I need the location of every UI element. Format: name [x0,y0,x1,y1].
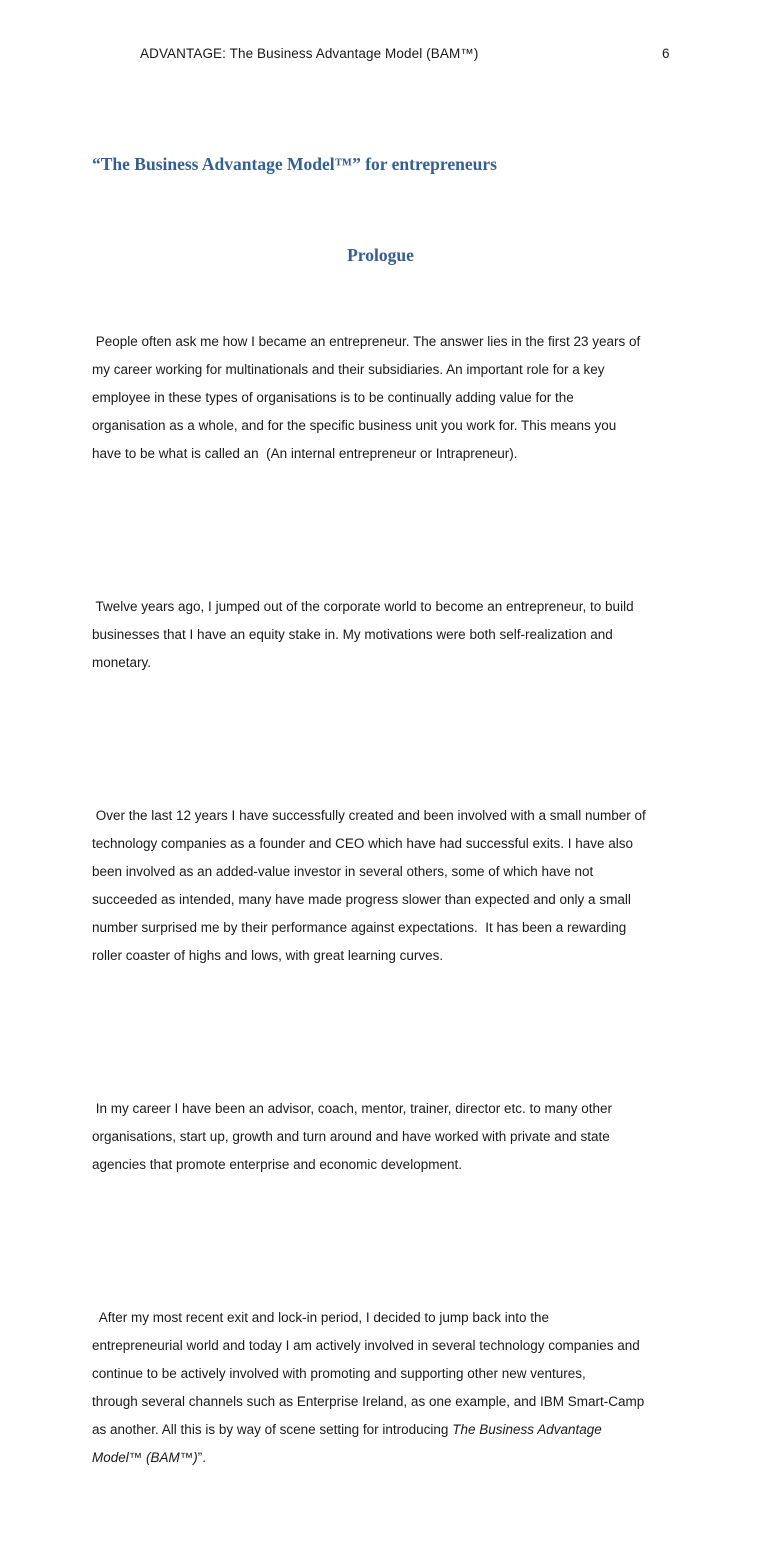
paragraph-line: monetary. [92,655,152,670]
paragraph-line: number surprised me by their performance against expectations. It has been a rewarding [92,920,627,935]
paragraph-1 [92,272,672,524]
paragraph-line: In my career I have been an advisor, coach, mentor, trainer, director etc. to many other [92,1101,613,1116]
paragraph-line: organisations, start up, growth and turn around and have worked with private and state [92,1129,610,1144]
section-heading-prologue: Prologue [347,245,414,265]
paragraph-2 [92,537,672,733]
paragraph-text: ”. [197,1450,207,1465]
paragraph-line: succeeded as intended, many have made progress slower than expected and only a small [92,892,631,907]
paragraph-3 [92,746,672,1026]
running-header-title: ADVANTAGE: The Business Advantage Model (BAM™) [140,46,479,61]
paragraph-line: organisation as a whole, and for the specific business unit you work for. This means you [92,418,617,433]
paragraph-line: have to be what is called an (An internal entrepreneur or Intrapreneur). [92,446,518,461]
body-text [92,272,672,1541]
paragraph-line: agencies that promote enterprise and economic development. [92,1157,462,1172]
paragraph-text: as another. All this is by way of scene setting for introducing [92,1422,453,1437]
paragraph-line: employee in these types of organisations is to be continually adding value for the [92,390,574,405]
paragraph-line: my career working for multinationals and their subsidiaries. An important role for a key [92,362,605,377]
paragraph-line [92,1416,672,1444]
paragraph-line: been involved as an added-value investor in several others, some of which have not [92,864,594,879]
paragraph-4 [92,1039,672,1235]
document-title: “The Business Advantage Model™” for entrepreneurs [92,154,497,174]
paragraph-line: businesses that I have an equity stake in. My motivations were both self-realization and [92,627,613,642]
page-number: 6 [662,46,670,61]
paragraph-line: through several channels such as Enterprise Ireland, as one example, and IBM Smart-Camp [92,1394,645,1409]
book-title-italic: Model™ (BAM™) [92,1450,198,1465]
paragraph-line: continue to be actively involved with promoting and supporting other new ventures, [92,1366,586,1381]
paragraph-line: After my most recent exit and lock-in period, I decided to jump back into the [92,1310,549,1325]
paragraph-line: technology companies as a founder and CEO which have had successful exits. I have also [92,836,634,851]
paragraph-line: Over the last 12 years I have successfully created and been involved with a small number of [92,808,646,823]
paragraph-line: People often ask me how I became an entrepreneur. The answer lies in the first 23 years of [92,334,641,349]
book-title-italic: The Business Advantage [452,1422,602,1437]
paragraph-5 [92,1248,672,1528]
paragraph-line [92,1444,672,1472]
paragraph-line: Twelve years ago, I jumped out of the corporate world to become an entrepreneur, to build [92,599,634,614]
paragraph-line: roller coaster of highs and lows, with great learning curves. [92,948,444,963]
paragraph-line: entrepreneurial world and today I am actively involved in several technology companies and [92,1338,640,1353]
